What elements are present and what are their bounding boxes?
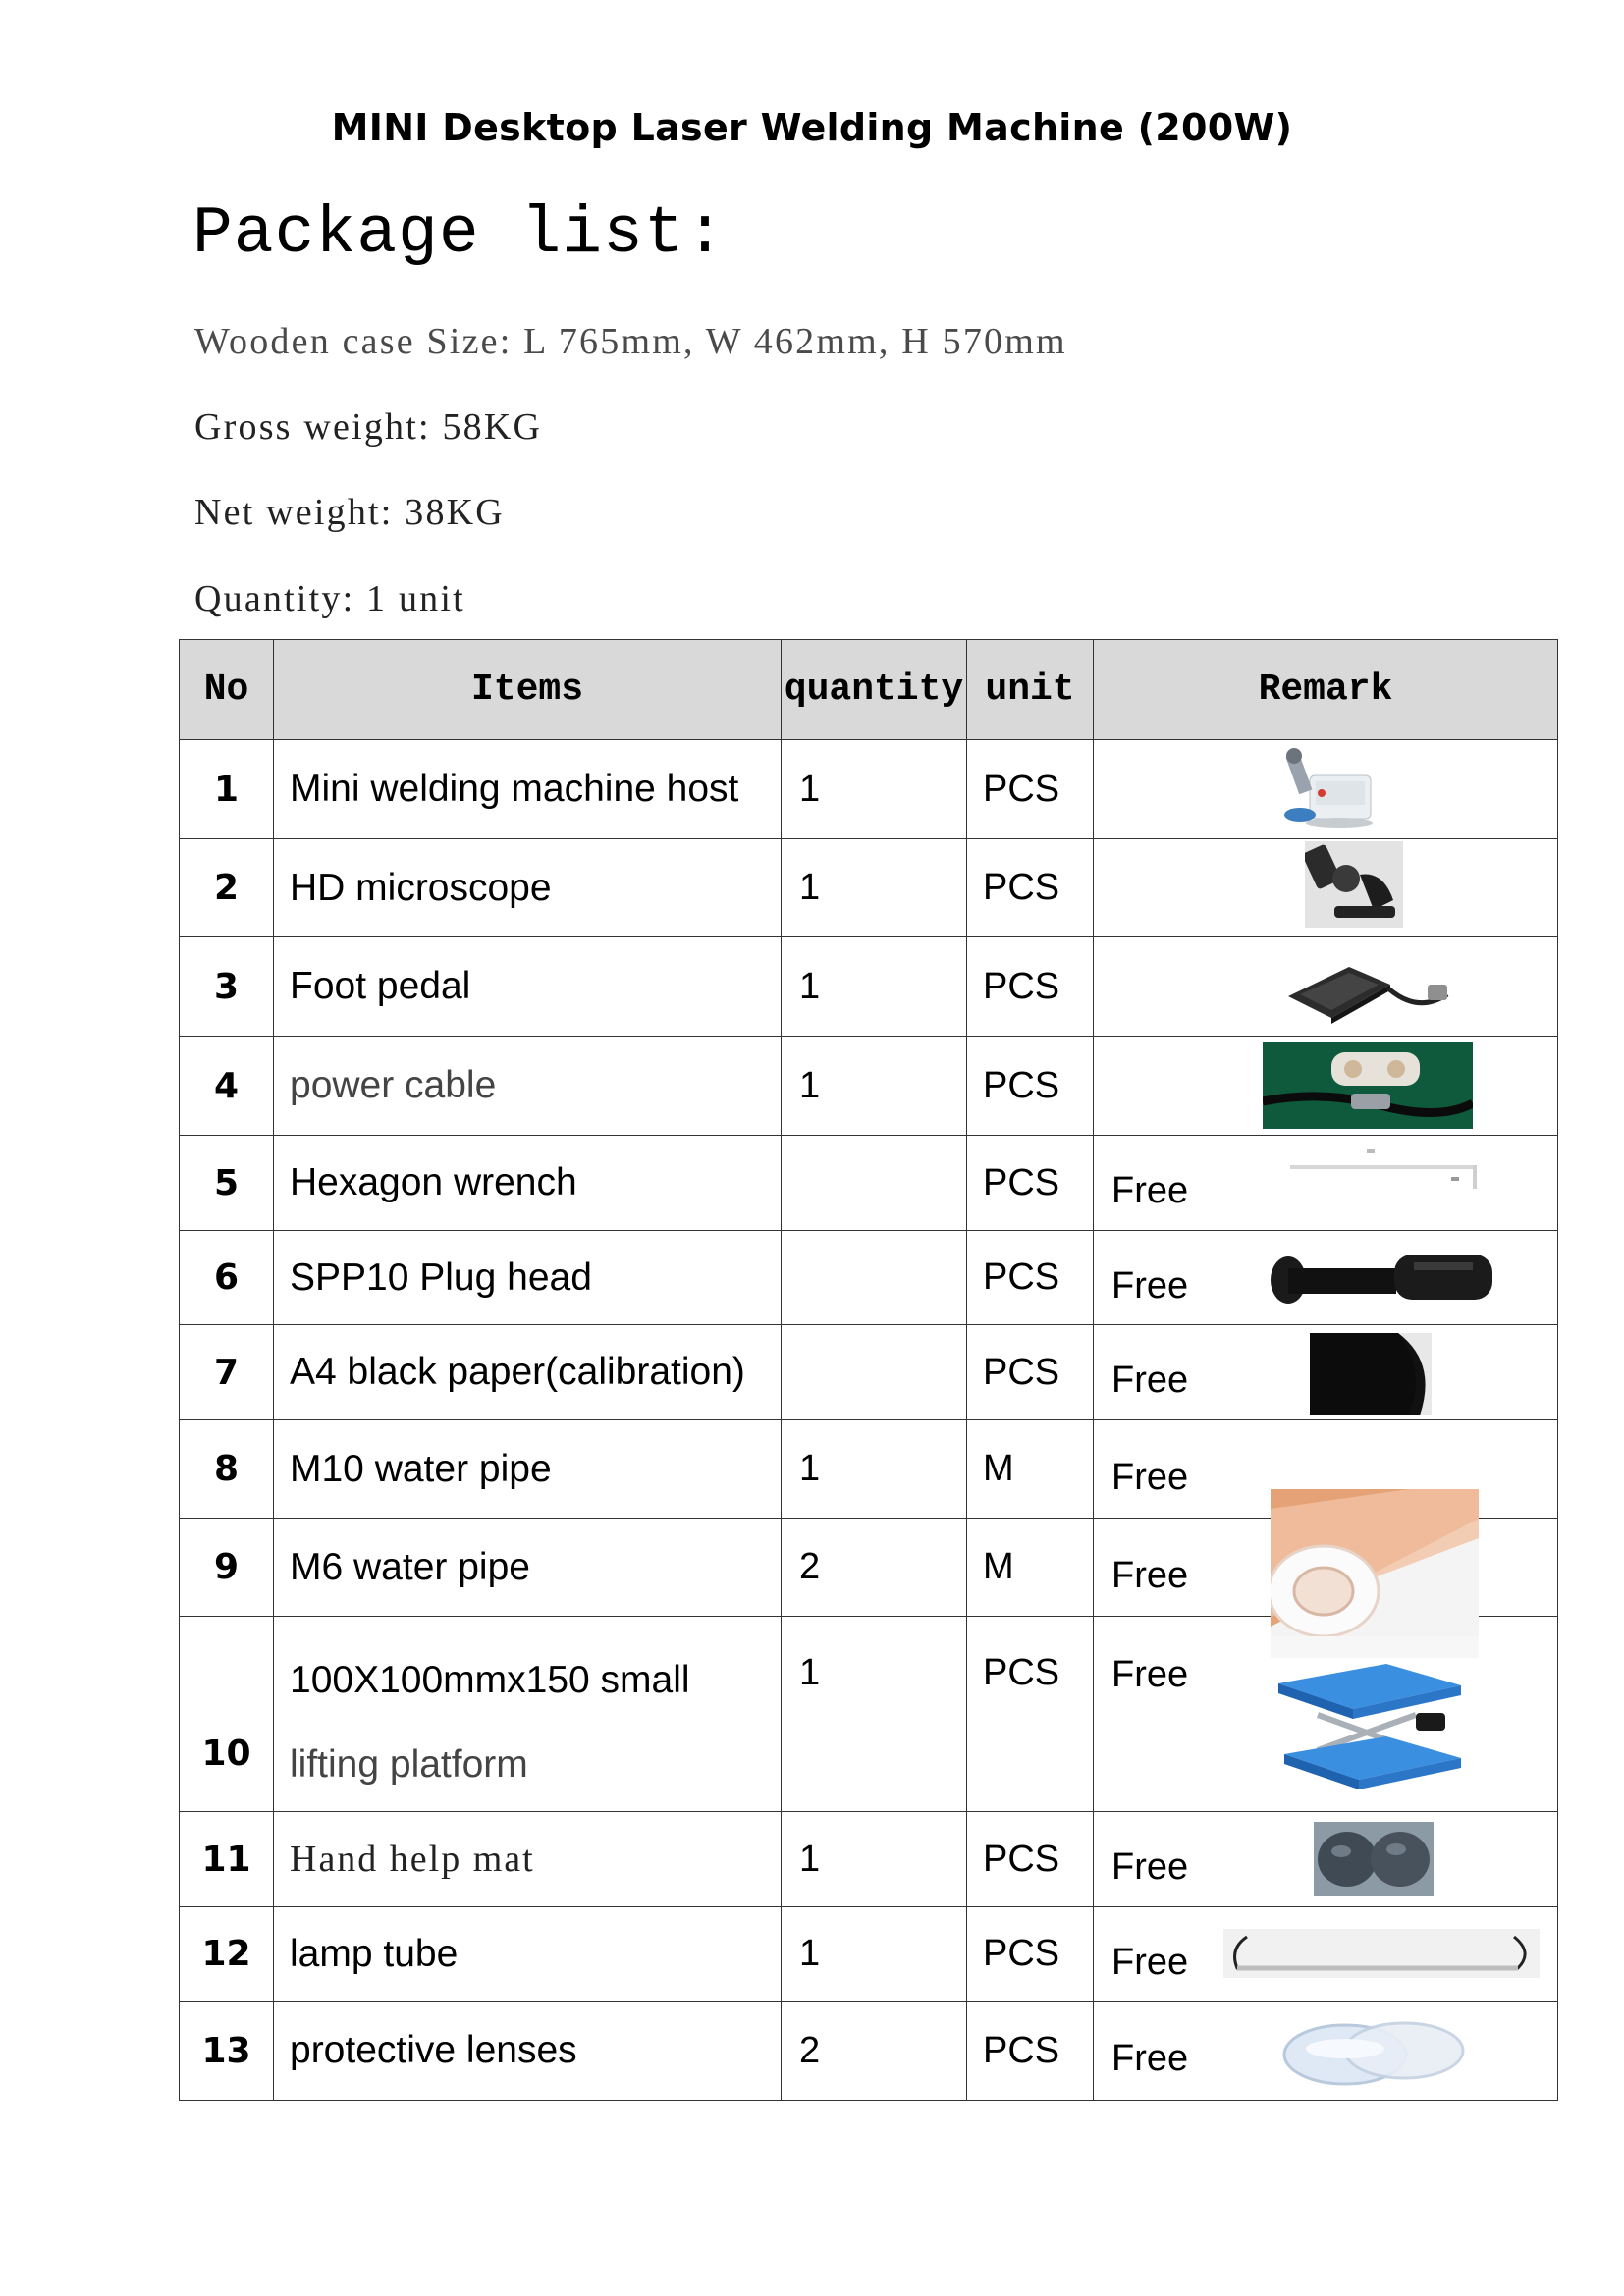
package-list-heading: Package list: (192, 196, 727, 272)
header-unit: unit (967, 640, 1094, 740)
header-remark: Remark (1094, 640, 1558, 740)
table-row (180, 740, 1558, 839)
case-size-line: Wooden case Size: L 765mm, W 462mm, H 570mm (194, 321, 1067, 362)
row-unit: M (967, 1420, 1094, 1519)
row-unit: PCS (967, 1325, 1094, 1420)
microscope-photo (1305, 841, 1403, 928)
row-remark (1094, 1325, 1558, 1420)
document-title: MINI Desktop Laser Welding Machine (200W) (331, 106, 1293, 149)
table-row (180, 1812, 1558, 1907)
row-remark (1094, 1420, 1558, 1519)
row-remark (1094, 1812, 1558, 1907)
net-weight-line: Net weight: 38KG (194, 492, 505, 533)
row-unit: PCS (967, 1231, 1094, 1325)
row-item: M10 water pipe (274, 1420, 782, 1519)
row-item: A4 black paper(calibration) (274, 1325, 782, 1420)
plug-head-photo (1267, 1241, 1502, 1315)
row-qty: 2 (782, 1519, 967, 1617)
row-no: 9 (180, 1519, 274, 1617)
row-no: 5 (180, 1136, 274, 1231)
row-no: 12 (180, 1907, 274, 2002)
row-unit: PCS (967, 1907, 1094, 2002)
row-no: 3 (180, 937, 274, 1037)
row-qty: 1 (782, 740, 967, 839)
row-item: Mini welding machine host (274, 740, 782, 839)
remark-free: Free (1111, 1264, 1189, 1307)
table-header-row (180, 640, 1558, 740)
remark-free: Free (1111, 1554, 1189, 1596)
table-row (180, 1136, 1558, 1231)
row-item: M6 water pipe (274, 1519, 782, 1617)
row-no: 10 (180, 1617, 274, 1812)
table-row (180, 1420, 1558, 1519)
row-no: 6 (180, 1231, 274, 1325)
row-unit: PCS (967, 2002, 1094, 2101)
package-table (179, 639, 1558, 2101)
row-remark (1094, 1907, 1558, 2002)
row-unit: PCS (967, 1136, 1094, 1231)
lifting-platform-photo (1269, 1656, 1465, 1793)
row-unit: PCS (967, 1617, 1094, 1812)
table-row (180, 1907, 1558, 2002)
mat-photo (1314, 1822, 1434, 1896)
table-row (180, 1325, 1558, 1420)
row-remark (1094, 1037, 1558, 1136)
row-unit: PCS (967, 839, 1094, 937)
table-row (180, 937, 1558, 1037)
header-no: No (180, 640, 274, 740)
row-qty (782, 1325, 967, 1420)
row-qty: 2 (782, 2002, 967, 2101)
row-qty: 1 (782, 1037, 967, 1136)
row-remark (1094, 1231, 1558, 1325)
remark-free: Free (1111, 1360, 1189, 1402)
power-cable-photo (1263, 1042, 1473, 1129)
row-unit: M (967, 1519, 1094, 1617)
row-unit: PCS (967, 937, 1094, 1037)
row-item: Hand help mat (274, 1812, 782, 1907)
quantity-line: Quantity: 1 unit (194, 578, 465, 619)
row-no: 1 (180, 740, 274, 839)
row-no: 2 (180, 839, 274, 937)
table-row (180, 1231, 1558, 1325)
row-unit: PCS (967, 740, 1094, 839)
row-item: Hexagon wrench (274, 1136, 782, 1231)
row-unit: PCS (967, 1812, 1094, 1907)
row-qty: 1 (782, 1812, 967, 1907)
remark-free: Free (1111, 2038, 1189, 2080)
row-no: 11 (180, 1812, 274, 1907)
remark-free: Free (1111, 1170, 1189, 1212)
lenses-photo (1276, 2015, 1473, 2094)
hex-wrench-photo (1288, 1144, 1485, 1193)
table-row (180, 839, 1558, 937)
row-qty: 1 (782, 839, 967, 937)
remark-free: Free (1111, 1941, 1189, 1983)
row-no: 7 (180, 1325, 274, 1420)
row-item: SPP10 Plug head (274, 1231, 782, 1325)
lamp-tube-photo (1223, 1929, 1540, 1978)
row-item: HD microscope (274, 839, 782, 937)
row-no: 13 (180, 2002, 274, 2101)
row-qty: 1 (782, 1907, 967, 2002)
welding-machine-photo (1271, 746, 1379, 832)
header-items: Items (274, 640, 782, 740)
row-no: 4 (180, 1037, 274, 1136)
gross-weight-line: Gross weight: 58KG (194, 406, 543, 448)
header-quantity: quantity (782, 640, 967, 740)
table-row (180, 2002, 1558, 2101)
row-item: Foot pedal (274, 937, 782, 1037)
water-pipe-photo (1271, 1489, 1479, 1658)
row-qty: 1 (782, 1617, 967, 1812)
black-paper-photo (1310, 1333, 1432, 1415)
row-remark (1094, 740, 1558, 839)
foot-pedal-photo (1280, 945, 1457, 1028)
remark-free: Free (1111, 1654, 1189, 1695)
row-qty (782, 1136, 967, 1231)
table-row (180, 1037, 1558, 1136)
row-item: power cable (274, 1037, 782, 1136)
row-remark (1094, 1136, 1558, 1231)
row-item (274, 1617, 782, 1812)
row-item-line1: 100X100mmx150 small (290, 1659, 690, 1701)
row-qty: 1 (782, 937, 967, 1037)
row-remark (1094, 937, 1558, 1037)
row-unit: PCS (967, 1037, 1094, 1136)
row-qty (782, 1231, 967, 1325)
row-item-line2: lifting platform (290, 1743, 528, 1786)
row-remark (1094, 839, 1558, 937)
remark-free: Free (1111, 1456, 1189, 1498)
row-remark (1094, 2002, 1558, 2101)
row-item: protective lenses (274, 2002, 782, 2101)
row-no: 8 (180, 1420, 274, 1519)
row-item: lamp tube (274, 1907, 782, 2002)
remark-free: Free (1111, 1846, 1189, 1889)
row-qty: 1 (782, 1420, 967, 1519)
